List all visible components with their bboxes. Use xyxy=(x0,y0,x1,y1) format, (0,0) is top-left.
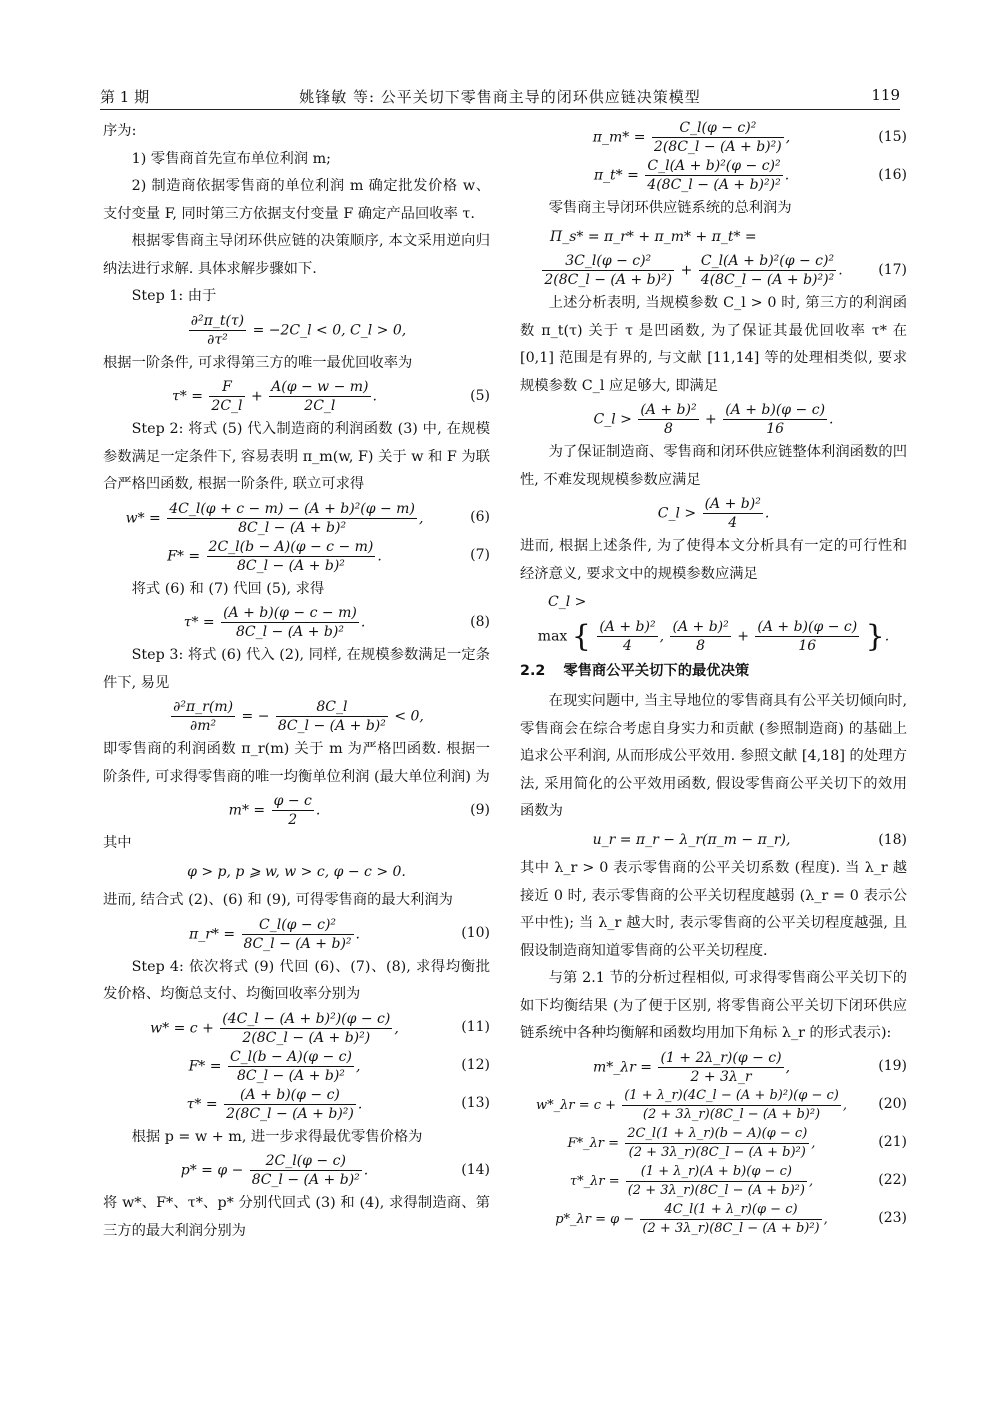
numerator: 4C_l(φ + c − m) − (A + b)²(φ − m) xyxy=(169,500,415,517)
denominator: 8C_l − (A + b)² xyxy=(238,519,347,536)
equation-11 xyxy=(103,1010,490,1047)
paragraph: 根据 p = w + m, 进一步求得最优零售价格为 xyxy=(131,1128,423,1145)
numerator: F xyxy=(209,378,244,397)
equation-17-line1 xyxy=(520,224,907,252)
equation-22 xyxy=(520,1163,907,1200)
denominator: (2 + 3λ_r)(8C_l − (A + b)²) xyxy=(642,1220,820,1236)
numerator: C_l(b − A)(φ − c) xyxy=(229,1048,352,1065)
section-number: 2.2 xyxy=(520,662,546,679)
equation-tail: . xyxy=(377,548,382,564)
paragraph: 上述分析表明, 当规模参数 C_l > 0 时, 第三方的利润函数 π_t(τ) 关于 τ 是凹函数, 为了保证其最优回收率 τ* 在 [0,1] 范围是有界的, 与文献 [11,14] 等的处理相类似, 要求规模参数 C_l 应足够大, 即满足 xyxy=(520,295,907,394)
equation xyxy=(103,859,490,887)
equation-tail: . xyxy=(764,505,770,522)
paragraph: 在现实问题中, 当主导地位的零售商具有公平关切倾向时, 零售商会在综合考虑自身实力和贡献 (参照制造商) 的基础上追求公平利润, 从而形成公平效用. 参照文献 [4,18] 的处理方法, 采用简化的公平效用函数, 假设零售商公平关切下的效用函数为 xyxy=(520,693,907,819)
equation xyxy=(520,618,907,655)
left-column xyxy=(103,118,490,1245)
numerator: (A + b)² xyxy=(672,618,729,635)
equation-7 xyxy=(103,538,490,575)
equation-lhs: τ* = xyxy=(186,1096,218,1112)
numerator: ∂²π_r(m) xyxy=(173,699,234,715)
equation-text: C_l > xyxy=(548,594,587,610)
equation-21 xyxy=(520,1125,907,1162)
running-title: 姚锋敏 等: 公平关切下零售商主导的闭环供应链决策模型 xyxy=(299,88,701,106)
numerator: 2C_l(1 + λ_r)(b − A)(φ − c) xyxy=(625,1125,809,1144)
equation-23 xyxy=(520,1201,907,1238)
equation-lhs: τ* = xyxy=(183,614,215,631)
denominator: 2 xyxy=(288,812,298,828)
denominator: 2C_l xyxy=(211,398,243,414)
equation-number: (7) xyxy=(470,547,490,564)
equation-text: Π_s* = π_r* + π_m* + π_t* = xyxy=(550,228,757,245)
denominator: 16 xyxy=(798,637,817,654)
denominator: 8C_l − (A + b)² xyxy=(277,718,386,734)
equation-line1 xyxy=(520,589,907,617)
equation-number: (17) xyxy=(878,261,907,278)
equation-tail: . xyxy=(784,167,790,184)
equation-lhs: w* = xyxy=(125,510,161,526)
equation-number: (23) xyxy=(878,1210,907,1227)
denominator: 8 xyxy=(696,637,706,654)
numerator: (A + b)(φ − c) xyxy=(224,1086,356,1105)
equation-lhs: π_m* = xyxy=(592,129,646,146)
equation-number: (8) xyxy=(470,613,490,630)
equation-tail: , xyxy=(418,510,424,526)
equation-18 xyxy=(520,827,907,855)
equation-20 xyxy=(520,1087,907,1124)
equation-lhs: m* = xyxy=(228,802,266,819)
denominator: 4 xyxy=(728,515,738,531)
paragraph: 零售商主导闭环供应链系统的总利润为 xyxy=(548,200,792,216)
numerator: 2C_l(b − A)(φ − c − m) xyxy=(208,538,374,555)
numerator: C_l(φ − c)² xyxy=(242,916,354,935)
denominator: 2(8C_l − (A + b)²) xyxy=(544,272,673,288)
equation-number: (13) xyxy=(461,1095,490,1112)
equation-number: (18) xyxy=(878,831,907,848)
equation-lhs: F* = xyxy=(167,548,201,564)
denominator: 2C_l xyxy=(304,398,336,414)
paragraph: 将式 (6) 和 (7) 代回 (5), 求得 xyxy=(131,580,325,597)
equation-lhs: m*_λr = xyxy=(592,1059,652,1075)
equation-number: (20) xyxy=(878,1096,907,1113)
equation-tail: . xyxy=(838,262,843,279)
equation-number: (12) xyxy=(461,1057,490,1074)
denominator: 2 + 3λ_r xyxy=(690,1068,752,1085)
operator: + xyxy=(250,388,263,405)
equation-tail: . xyxy=(884,628,890,644)
equation-number: (16) xyxy=(878,166,907,183)
denominator: 2(8C_l − (A + b)²) xyxy=(653,139,782,155)
paragraph: 其中 λ_r > 0 表示零售商的公平关切系数 (程度). 当 λ_r 越接近 0 时, 表示零售商的公平关切程度越弱 (λ_r = 0 表示公平中性); 当 λ_r 越大时, 表示零售商的公平关切程度越强, 且假设制造商知道零售商的公平关切程度. xyxy=(520,860,907,959)
denominator: 4 xyxy=(622,637,632,654)
equation-16 xyxy=(520,157,907,194)
denominator: (2 + 3λ_r)(8C_l − (A + b)²) xyxy=(642,1106,821,1122)
paragraph: 序为: xyxy=(103,123,137,139)
paragraph: 与第 2.1 节的分析过程相似, 可求得零售商公平关切下的如下均衡结果 (为了便于区别, 将零售商公平关切下闭环供应链系统中各种均衡解和函数均用加下角标 λ_r 的形式表示): xyxy=(520,970,907,1041)
operator: + xyxy=(680,262,693,279)
equation-tail: , xyxy=(785,1059,791,1075)
max-operator: max xyxy=(537,628,568,644)
paragraph: 即零售商的利润函数 π_r(m) 关于 m 为严格凹函数. 根据一阶条件, 可求得零售商的唯一均衡单位利润 (最大单位利润) 为 xyxy=(103,741,490,785)
numerator: (A + b)² xyxy=(640,402,697,418)
numerator: 8C_l xyxy=(276,698,388,717)
equation-tail: . xyxy=(357,1096,363,1112)
equation-14 xyxy=(103,1152,490,1189)
operator: = − xyxy=(241,708,270,725)
equation-tail: . xyxy=(363,1162,369,1179)
equation-tail: , xyxy=(811,1135,816,1151)
right-brace-icon: } xyxy=(865,618,885,654)
equation-lhs: p*_λr = φ − xyxy=(555,1211,635,1227)
paragraph: 为了保证制造商、零售商和闭环供应链整体利润函数的凹性, 不难发现规模参数应满足 xyxy=(520,444,907,488)
equation-number: (21) xyxy=(878,1134,907,1151)
numerator: φ − c xyxy=(273,793,312,809)
equation-tail: . xyxy=(829,411,834,428)
step-label: Step 1: 由于 xyxy=(131,288,217,304)
equation xyxy=(103,312,490,349)
running-header xyxy=(100,82,900,108)
numerator: C_l(A + b)²(φ − c)² xyxy=(645,157,782,176)
numerator: (1 + 2λ_r)(φ − c) xyxy=(660,1049,782,1066)
equation-tail: , xyxy=(823,1211,828,1227)
equation-tail: , xyxy=(355,1058,361,1074)
denominator: 4(8C_l − (A + b)²)² xyxy=(700,272,835,288)
issue-label: 第 1 期 xyxy=(100,88,150,106)
equation xyxy=(520,401,907,438)
denominator: 8C_l − (A + b)² xyxy=(236,557,345,574)
equation-tail: . xyxy=(315,802,321,819)
equation-number: (5) xyxy=(470,387,490,404)
equation-10 xyxy=(103,916,490,953)
equation-number: (11) xyxy=(461,1019,490,1036)
separator: , xyxy=(659,628,665,644)
equation-text: = −2C_l < 0, C_l > 0, xyxy=(252,322,407,338)
paragraph: 2) 制造商依据零售商的单位利润 m 确定批发价格 w、支付变量 F, 同时第三方依据支付变量 F 确定产品回收率 τ. xyxy=(103,178,490,222)
left-brace-icon: { xyxy=(571,618,591,654)
equation-tail: . xyxy=(360,614,366,631)
equation-9 xyxy=(103,792,490,829)
header-rule xyxy=(100,109,900,110)
numerator: (A + b)(φ − c − m) xyxy=(223,605,357,621)
equation-19 xyxy=(520,1049,907,1086)
numerator: (A + b)(φ − c) xyxy=(757,618,858,635)
paragraph: 1) 零售商首先宣布单位利润 m; xyxy=(131,150,331,167)
equation-6 xyxy=(103,500,490,537)
denominator: ∂τ² xyxy=(207,331,228,348)
equation-text: φ > p, p ⩾ w, w > c, φ − c > 0. xyxy=(187,863,406,880)
numerator: C_l(φ − c)² xyxy=(652,119,784,138)
denominator: 16 xyxy=(766,421,785,437)
equation-text: u_r = π_r − λ_r(π_m − π_r), xyxy=(592,831,791,848)
equation-lhs: τ*_λr = xyxy=(569,1173,620,1189)
equation-tail: , xyxy=(808,1173,814,1189)
paragraph: 将 w*、F*、τ*、p* 分别代回式 (3) 和 (4), 求得制造商、第三方的最大利润分别为 xyxy=(103,1195,490,1239)
denominator: 2(8C_l − (A + b)²) xyxy=(226,1105,354,1122)
equation-number: (9) xyxy=(470,801,490,818)
equation-number: (15) xyxy=(878,128,907,145)
numerator: (A + b)² xyxy=(599,618,656,635)
paragraph: Step 4: 依次将式 (9) 代回 (6)、(7)、(8), 求得均衡批发价格、均衡总支付、均衡回收率分别为 xyxy=(103,958,490,1002)
right-column xyxy=(520,118,907,1239)
paragraph: Step 3: 将式 (6) 代入 (2), 同样, 在规模参数满足一定条件下, 易见 xyxy=(103,647,490,691)
paragraph: Step 2: 将式 (5) 代入制造商的利润函数 (3) 中, 在规模参数满足一定条件下, 容易表明 π_m(w, F) 关于 w 和 F 为联合严格凹函数, 根据一阶条件, 联立可求得 xyxy=(103,421,490,492)
equation-17 xyxy=(520,252,907,289)
equation-lhs: F*_λr = xyxy=(567,1135,620,1151)
denominator: (2 + 3λ_r)(8C_l − (A + b)²) xyxy=(627,1182,805,1198)
equation-tail: . xyxy=(355,926,360,942)
paragraph: 根据零售商主导闭环供应链的决策顺序, 本文采用逆向归纳法进行求解. 具体求解步骤如下. xyxy=(103,233,490,277)
equation-tail: , xyxy=(842,1097,847,1113)
numerator: 4C_l(1 + λ_r)(φ − c) xyxy=(640,1201,821,1220)
equation-lhs: π_t* = xyxy=(593,167,639,184)
section-heading xyxy=(520,658,907,686)
numerator: (1 + λ_r)(A + b)(φ − c) xyxy=(626,1163,807,1182)
section-title: 零售商公平关切下的最优决策 xyxy=(563,662,750,679)
numerator: ∂²π_t(τ) xyxy=(190,312,245,329)
denominator: 8C_l − (A + b)² xyxy=(235,624,344,640)
equation-lhs: w* = c + xyxy=(150,1020,214,1036)
page-number: 119 xyxy=(871,86,900,104)
denominator: 8C_l − (A + b)² xyxy=(236,1067,345,1084)
denominator: ∂m² xyxy=(190,718,217,734)
denominator: 8C_l − (A + b)² xyxy=(243,935,352,952)
equation-number: (22) xyxy=(878,1172,907,1189)
equation xyxy=(103,698,490,735)
equation-number: (14) xyxy=(461,1161,490,1178)
denominator: 4(8C_l − (A + b)²)² xyxy=(647,177,781,193)
paragraph: 进而, 结合式 (2)、(6) 和 (9), 可得零售商的最大利润为 xyxy=(103,892,453,908)
equation-tail: , xyxy=(785,129,791,146)
numerator: (A + b)² xyxy=(704,496,761,512)
paragraph: 其中 xyxy=(103,835,132,851)
operator: + xyxy=(737,628,749,644)
denominator: 8C_l − (A + b)² xyxy=(251,1172,360,1188)
equation-tail: < 0, xyxy=(394,708,424,725)
equation-tail: . xyxy=(372,388,377,405)
equation-8 xyxy=(103,604,490,641)
equation-lhs: C_l > xyxy=(593,411,632,428)
equation-number: (6) xyxy=(470,509,490,526)
numerator: (1 + λ_r)(4C_l − (A + b)²)(φ − c) xyxy=(622,1087,841,1106)
equation-5 xyxy=(103,378,490,415)
equation-lhs: τ* = xyxy=(172,388,203,405)
numerator: (A + b)(φ − c) xyxy=(725,402,826,418)
numerator: (4C_l − (A + b)²)(φ − c) xyxy=(222,1010,391,1027)
numerator: C_l(A + b)²(φ − c)² xyxy=(699,252,836,271)
operator: + xyxy=(705,411,717,428)
equation-lhs: π_r* = xyxy=(189,926,236,942)
denominator: 2(8C_l − (A + b)²) xyxy=(242,1029,371,1046)
equation-tail: , xyxy=(394,1020,399,1036)
paragraph: 根据一阶条件, 可求得第三方的唯一最优回收率为 xyxy=(103,354,413,371)
numerator: 3C_l(φ − c)² xyxy=(542,252,674,271)
equation-12 xyxy=(103,1048,490,1085)
equation-number: (10) xyxy=(461,925,490,942)
equation xyxy=(520,495,907,532)
equation-lhs: C_l > xyxy=(657,505,697,522)
numerator: A(φ − w − m) xyxy=(271,379,369,395)
denominator: 8 xyxy=(663,421,673,437)
equation-lhs: F* = xyxy=(188,1058,222,1074)
denominator: (2 + 3λ_r)(8C_l − (A + b)²) xyxy=(628,1144,806,1160)
equation-lhs: w*_λr = c + xyxy=(536,1097,617,1113)
equation-lhs: p* = φ − xyxy=(180,1162,244,1179)
equation-13 xyxy=(103,1086,490,1123)
paragraph: 进而, 根据上述条件, 为了使得本文分析具有一定的可行性和经济意义, 要求文中的规模参数应满足 xyxy=(520,538,907,582)
numerator: 2C_l(φ − c) xyxy=(250,1152,362,1171)
equation-number: (19) xyxy=(878,1058,907,1075)
equation-15 xyxy=(520,119,907,156)
